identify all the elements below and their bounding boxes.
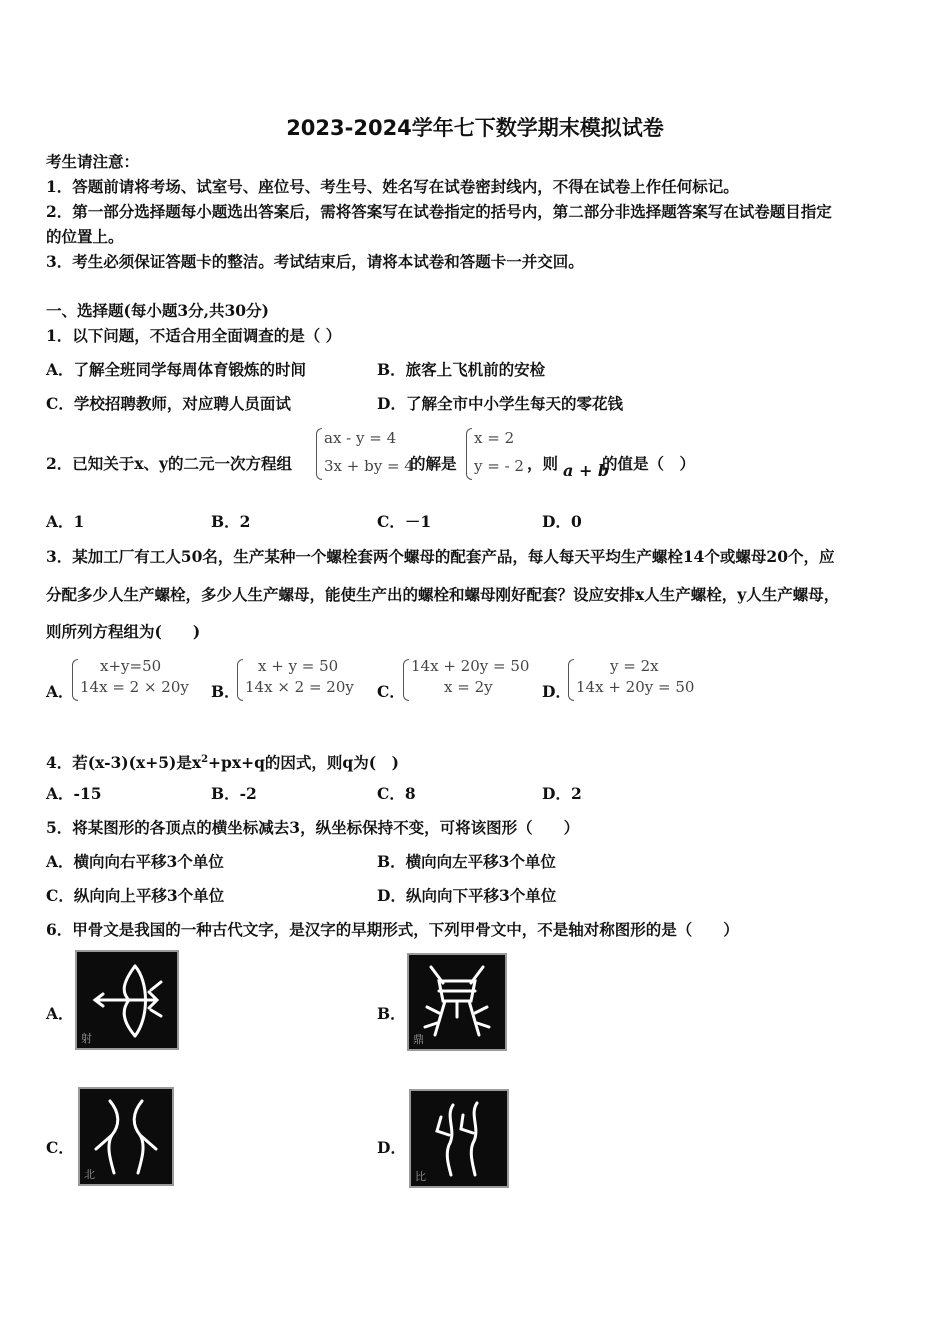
q3-option-d-brace [568,659,574,701]
question-4-stem: 4．若(x-3)(x+5)是$x^2+px+q$的因式，则q为( ) [46,753,399,773]
q5-option-d[interactable]: D．纵向向下平移3个单位 [377,886,557,905]
q1-option-c[interactable]: C．学校招聘教师，对应聘人员面试 [46,394,291,413]
q2-expression: a + b [563,461,610,480]
q3-option-c-brace [403,659,409,701]
q1-option-a[interactable]: A．了解全班同学每周体育锻炼的时间 [46,360,307,379]
oracle-bone-she-image[interactable] [75,950,179,1050]
q5-option-c[interactable]: C．纵向向上平移3个单位 [46,886,225,905]
q2-option-c[interactable]: C．－1 [377,512,432,531]
q2-option-a[interactable]: A．1 [46,512,85,531]
q6-option-a-label[interactable]: A． [46,1004,74,1023]
q3-option-b-brace [237,659,243,701]
notice-item: 2．第一部分选择题每小题选出答案后，需将答案写在试卷指定的括号内，第二部分非选择题答案写在试卷题目指定 [46,202,832,221]
q3-option-d-eq1: y = 2x [610,657,659,675]
q3-option-c-eq1: 14x + 20y = 50 [411,657,530,675]
q4-option-d[interactable]: D．2 [542,784,582,803]
q3-option-b-eq1: x + y = 50 [258,657,339,675]
q2-system1-eq2: 3x + by = 4 [324,457,414,475]
question-3-stem-line3: 则所列方程组为( ) [46,622,201,641]
q3-option-a-brace [72,659,78,701]
q6-option-d-label[interactable]: D． [377,1138,406,1157]
q3-option-b-eq2: 14x × 2 = 20y [245,678,354,696]
q2-post-text2: 的值是（ ） [602,454,696,473]
q3-option-a-eq1: x+y=50 [100,657,162,675]
q3-option-a-label[interactable]: A． [46,682,74,701]
q2-post-text: ，则 [527,454,559,473]
q1-option-d[interactable]: D．了解全市中小学生每天的零花钱 [377,394,623,413]
q4-option-b[interactable]: B．-2 [211,784,257,803]
question-5-stem: 5．将某图形的各顶点的横坐标减去3，纵坐标保持不变，可将该图形（ ） [46,818,580,837]
q6-option-c-label[interactable]: C． [46,1138,74,1157]
oracle-bone-ding-image[interactable] [407,953,507,1051]
image-caption: 比 [415,1170,426,1183]
q5-option-b[interactable]: B．横向向左平移3个单位 [377,852,556,871]
question-2-stem: 2．已知关于x、y的二元一次方程组 [46,454,293,473]
section-heading: 一、选择题(每小题3分,共30分) [46,301,269,320]
notice-item: 3．考生必须保证答题卡的整洁。考试结束后，请将本试卷和答题卡一并交回。 [46,252,584,271]
image-caption: 鼎 [413,1033,424,1046]
image-caption: 射 [81,1032,92,1045]
q2-system1-eq1: ax - y = 4 [324,429,397,447]
question-3-stem-line1: 3．某加工厂有工人50名，生产某种一个螺栓套两个螺母的配套产品，每人每天平均生产螺栓14个或螺母20个，应 [46,547,835,566]
q3-option-d-label[interactable]: D． [542,682,571,701]
q2-system2-eq2: y = - 2 [474,457,524,475]
q2-option-b[interactable]: B．2 [211,512,251,531]
q6-option-b-label[interactable]: B． [377,1004,406,1023]
q1-option-b[interactable]: B．旅客上飞机前的安检 [377,360,546,379]
q3-option-d-eq2: 14x + 20y = 50 [576,678,695,696]
q2-option-d[interactable]: D．0 [542,512,582,531]
oracle-bone-bei-image[interactable] [78,1087,174,1186]
q4-option-a[interactable]: A．-15 [46,784,102,803]
question-3-stem-line2: 分配多少人生产螺栓，多少人生产螺母，能使生产出的螺栓和螺母刚好配套？设应安排x人生产螺栓，y人生产螺母， [46,585,840,604]
notice-heading: 考生请注意： [46,152,140,171]
q3-option-c-eq2: x = 2y [444,678,493,696]
q2-system2-brace [466,428,472,480]
q3-option-c-label[interactable]: C． [377,682,405,701]
q3-option-a-eq2: 14x = 2 × 20y [80,678,189,696]
q2-system1-brace [316,428,322,480]
notice-item: 1．答题前请将考场、试室号、座位号、考生号、姓名写在试卷密封线内，不得在试卷上作任何标记。 [46,177,739,196]
q2-system2-eq1: x = 2 [474,429,515,447]
q3-option-b-label[interactable]: B． [211,682,240,701]
page-title: 2023-2024学年七下数学期末模拟试卷 [286,116,664,140]
question-6-stem: 6．甲骨文是我国的一种古代文字，是汉字的早期形式，下列甲骨文中，不是轴对称图形的是（ ） [46,920,739,939]
oracle-bone-bi-image[interactable] [409,1089,509,1188]
notice-item: 的位置上。 [46,227,124,246]
image-caption: 北 [84,1168,95,1181]
q2-mid-text: 的解是 [410,454,457,473]
question-1-stem: 1．以下问题，不适合用全面调查的是（ ） [46,326,342,345]
q4-option-c[interactable]: C．8 [377,784,416,803]
q5-option-a[interactable]: A．横向向右平移3个单位 [46,852,224,871]
